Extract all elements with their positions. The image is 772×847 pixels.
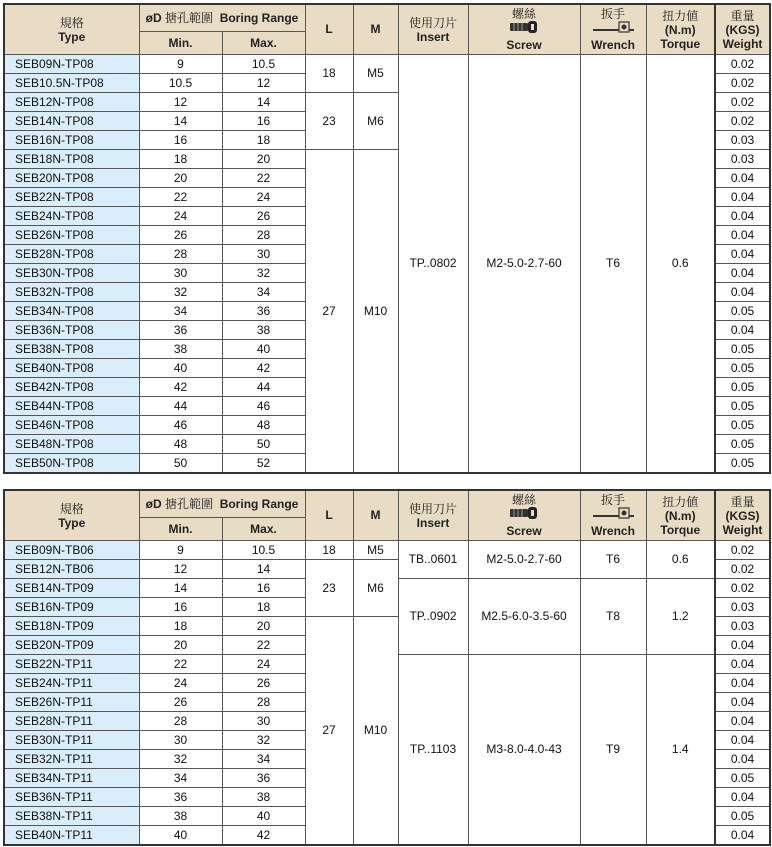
type-cell: SEB09N-TB06 xyxy=(4,541,139,560)
spec-table-tp08 xyxy=(3,3,771,474)
weight-cell: 0.04 xyxy=(715,674,770,693)
type-cell: SEB32N-TP08 xyxy=(4,283,139,302)
weight-cell: 0.02 xyxy=(715,93,770,112)
type-cell: SEB10.5N-TP08 xyxy=(4,74,139,93)
weight-cell: 0.04 xyxy=(715,655,770,674)
min-cell: 18 xyxy=(139,617,222,636)
l-cell: 27 xyxy=(305,150,353,474)
type-cell: SEB50N-TP08 xyxy=(4,454,139,474)
weight-cell: 0.05 xyxy=(715,769,770,788)
min-cell: 28 xyxy=(139,245,222,264)
type-cell: SEB20N-TP08 xyxy=(4,169,139,188)
m-cell: M5 xyxy=(353,541,398,560)
max-cell: 10.5 xyxy=(222,541,305,560)
min-cell: 40 xyxy=(139,359,222,378)
weight-cell: 0.04 xyxy=(715,826,770,846)
max-cell: 28 xyxy=(222,693,305,712)
min-cell: 12 xyxy=(139,560,222,579)
max-cell: 52 xyxy=(222,454,305,474)
min-cell: 34 xyxy=(139,302,222,321)
weight-cell: 0.03 xyxy=(715,617,770,636)
max-cell: 34 xyxy=(222,750,305,769)
type-cell: SEB30N-TP08 xyxy=(4,264,139,283)
min-cell: 32 xyxy=(139,283,222,302)
weight-cell: 0.04 xyxy=(715,750,770,769)
type-cell: SEB34N-TP08 xyxy=(4,302,139,321)
min-cell: 24 xyxy=(139,207,222,226)
type-cell: SEB24N-TP11 xyxy=(4,674,139,693)
header-insert: 使用刀片 Insert xyxy=(398,4,468,55)
max-cell: 24 xyxy=(222,188,305,207)
m-cell: M6 xyxy=(353,560,398,617)
weight-cell: 0.04 xyxy=(715,169,770,188)
m-cell: M10 xyxy=(353,150,398,474)
header-max: Max. xyxy=(222,32,305,55)
header-insert: 使用刀片 Insert xyxy=(398,490,468,541)
min-cell: 40 xyxy=(139,826,222,846)
insert-cell: TB..0601 xyxy=(398,541,468,579)
type-cell: SEB26N-TP08 xyxy=(4,226,139,245)
max-cell: 48 xyxy=(222,416,305,435)
max-cell: 22 xyxy=(222,636,305,655)
weight-cell: 0.03 xyxy=(715,598,770,617)
min-cell: 18 xyxy=(139,150,222,169)
torque-cell: 0.6 xyxy=(646,541,715,579)
screw-cell: M2-5.0-2.7-60 xyxy=(468,55,580,474)
min-cell: 48 xyxy=(139,435,222,454)
min-cell: 38 xyxy=(139,807,222,826)
torque-cell: 0.6 xyxy=(646,55,715,474)
max-cell: 34 xyxy=(222,283,305,302)
type-cell: SEB20N-TP09 xyxy=(4,636,139,655)
weight-cell: 0.02 xyxy=(715,579,770,598)
min-cell: 14 xyxy=(139,579,222,598)
type-cell: SEB40N-TP11 xyxy=(4,826,139,846)
header-boring-range: øD 搪孔範圍 Boring Range xyxy=(139,4,305,32)
weight-cell: 0.02 xyxy=(715,541,770,560)
max-cell: 28 xyxy=(222,226,305,245)
type-cell: SEB14N-TP08 xyxy=(4,112,139,131)
screw-cell: M2.5-6.0-3.5-60 xyxy=(468,579,580,655)
header-torque: 扭力値 (N.m) Torque xyxy=(646,490,715,541)
type-cell: SEB26N-TP11 xyxy=(4,693,139,712)
torque-cell: 1.2 xyxy=(646,579,715,655)
l-cell: 18 xyxy=(305,55,353,93)
min-cell: 26 xyxy=(139,226,222,245)
header-l: L xyxy=(305,4,353,55)
type-cell: SEB09N-TP08 xyxy=(4,55,139,74)
max-cell: 14 xyxy=(222,560,305,579)
min-cell: 9 xyxy=(139,55,222,74)
l-cell: 18 xyxy=(305,541,353,560)
header-screw: 螺絲 Screw xyxy=(468,4,580,55)
header-weight: 重量 (KGS) Weight xyxy=(715,4,770,55)
weight-cell: 0.04 xyxy=(715,636,770,655)
type-cell: SEB48N-TP08 xyxy=(4,435,139,454)
max-cell: 36 xyxy=(222,769,305,788)
spec-table-mixed xyxy=(3,489,771,846)
max-cell: 24 xyxy=(222,655,305,674)
type-cell: SEB16N-TP08 xyxy=(4,131,139,150)
type-cell: SEB36N-TP11 xyxy=(4,788,139,807)
weight-cell: 0.04 xyxy=(715,264,770,283)
wrench-cell: T6 xyxy=(580,55,646,474)
wrench-icon xyxy=(591,21,635,38)
header-wrench: 扳手 Wrench xyxy=(580,490,646,541)
l-cell: 27 xyxy=(305,617,353,846)
torque-cell: 1.4 xyxy=(646,655,715,846)
m-cell: M5 xyxy=(353,55,398,93)
weight-cell: 0.03 xyxy=(715,131,770,150)
weight-cell: 0.05 xyxy=(715,359,770,378)
header-type: 規格 Type xyxy=(4,4,139,55)
max-cell: 32 xyxy=(222,264,305,283)
min-cell: 36 xyxy=(139,788,222,807)
max-cell: 42 xyxy=(222,826,305,846)
type-cell: SEB28N-TP11 xyxy=(4,712,139,731)
insert-cell: TP..1103 xyxy=(398,655,468,846)
min-cell: 30 xyxy=(139,264,222,283)
type-cell: SEB14N-TP09 xyxy=(4,579,139,598)
min-cell: 20 xyxy=(139,169,222,188)
screw-cell: M3-8.0-4.0-43 xyxy=(468,655,580,846)
max-cell: 26 xyxy=(222,674,305,693)
weight-cell: 0.04 xyxy=(715,245,770,264)
weight-cell: 0.02 xyxy=(715,112,770,131)
header-m: M xyxy=(353,490,398,541)
screw-icon xyxy=(509,507,539,524)
max-cell: 20 xyxy=(222,617,305,636)
max-cell: 32 xyxy=(222,731,305,750)
type-cell: SEB18N-TP08 xyxy=(4,150,139,169)
weight-cell: 0.02 xyxy=(715,560,770,579)
weight-cell: 0.05 xyxy=(715,435,770,454)
min-cell: 34 xyxy=(139,769,222,788)
max-cell: 16 xyxy=(222,112,305,131)
max-cell: 50 xyxy=(222,435,305,454)
min-cell: 9 xyxy=(139,541,222,560)
type-cell: SEB30N-TP11 xyxy=(4,731,139,750)
type-cell: SEB34N-TP11 xyxy=(4,769,139,788)
max-cell: 30 xyxy=(222,245,305,264)
max-cell: 20 xyxy=(222,150,305,169)
max-cell: 22 xyxy=(222,169,305,188)
weight-cell: 0.05 xyxy=(715,397,770,416)
min-cell: 16 xyxy=(139,131,222,150)
max-cell: 38 xyxy=(222,788,305,807)
max-cell: 14 xyxy=(222,93,305,112)
type-cell: SEB36N-TP08 xyxy=(4,321,139,340)
max-cell: 30 xyxy=(222,712,305,731)
header-min: Min. xyxy=(139,32,222,55)
min-cell: 22 xyxy=(139,655,222,674)
weight-cell: 0.04 xyxy=(715,188,770,207)
type-cell: SEB32N-TP11 xyxy=(4,750,139,769)
max-cell: 40 xyxy=(222,340,305,359)
wrench-cell: T6 xyxy=(580,541,646,579)
weight-cell: 0.02 xyxy=(715,55,770,74)
insert-cell: TP..0802 xyxy=(398,55,468,474)
min-cell: 14 xyxy=(139,112,222,131)
type-cell: SEB12N-TB06 xyxy=(4,560,139,579)
min-cell: 46 xyxy=(139,416,222,435)
type-cell: SEB46N-TP08 xyxy=(4,416,139,435)
min-cell: 36 xyxy=(139,321,222,340)
max-cell: 10.5 xyxy=(222,55,305,74)
table-row xyxy=(4,541,770,560)
screw-cell: M2-5.0-2.7-60 xyxy=(468,541,580,579)
m-cell: M6 xyxy=(353,93,398,150)
insert-cell: TP..0902 xyxy=(398,579,468,655)
type-cell: SEB22N-TP08 xyxy=(4,188,139,207)
weight-cell: 0.02 xyxy=(715,74,770,93)
max-cell: 26 xyxy=(222,207,305,226)
header-screw: 螺絲 Screw xyxy=(468,490,580,541)
max-cell: 16 xyxy=(222,579,305,598)
min-cell: 30 xyxy=(139,731,222,750)
min-cell: 38 xyxy=(139,340,222,359)
min-cell: 32 xyxy=(139,750,222,769)
wrench-cell: T9 xyxy=(580,655,646,846)
min-cell: 20 xyxy=(139,636,222,655)
header-torque: 扭力値 (N.m) Torque xyxy=(646,4,715,55)
min-cell: 50 xyxy=(139,454,222,474)
type-cell: SEB44N-TP08 xyxy=(4,397,139,416)
screw-icon xyxy=(509,21,539,38)
min-cell: 44 xyxy=(139,397,222,416)
type-cell: SEB16N-TP09 xyxy=(4,598,139,617)
weight-cell: 0.05 xyxy=(715,416,770,435)
min-cell: 16 xyxy=(139,598,222,617)
weight-cell: 0.04 xyxy=(715,788,770,807)
weight-cell: 0.05 xyxy=(715,302,770,321)
header-weight: 重量 (KGS) Weight xyxy=(715,490,770,541)
type-cell: SEB38N-TP11 xyxy=(4,807,139,826)
max-cell: 38 xyxy=(222,321,305,340)
max-cell: 18 xyxy=(222,598,305,617)
weight-cell: 0.05 xyxy=(715,807,770,826)
header-boring-range: øD 搪孔範圍 Boring Range xyxy=(139,490,305,518)
type-cell: SEB28N-TP08 xyxy=(4,245,139,264)
weight-cell: 0.05 xyxy=(715,340,770,359)
m-cell: M10 xyxy=(353,617,398,846)
header-type: 規格 Type xyxy=(4,490,139,541)
weight-cell: 0.04 xyxy=(715,226,770,245)
wrench-icon xyxy=(591,507,635,524)
l-cell: 23 xyxy=(305,560,353,617)
table-row xyxy=(4,55,770,74)
min-cell: 12 xyxy=(139,93,222,112)
header-l: L xyxy=(305,490,353,541)
type-cell: SEB18N-TP09 xyxy=(4,617,139,636)
type-cell: SEB42N-TP08 xyxy=(4,378,139,397)
header-wrench: 扳手 Wrench xyxy=(580,4,646,55)
weight-cell: 0.04 xyxy=(715,712,770,731)
max-cell: 46 xyxy=(222,397,305,416)
type-cell: SEB22N-TP11 xyxy=(4,655,139,674)
max-cell: 40 xyxy=(222,807,305,826)
l-cell: 23 xyxy=(305,93,353,150)
weight-cell: 0.05 xyxy=(715,454,770,474)
header-max: Max. xyxy=(222,518,305,541)
weight-cell: 0.05 xyxy=(715,378,770,397)
min-cell: 22 xyxy=(139,188,222,207)
max-cell: 36 xyxy=(222,302,305,321)
min-cell: 10.5 xyxy=(139,74,222,93)
header-m: M xyxy=(353,4,398,55)
max-cell: 18 xyxy=(222,131,305,150)
type-cell: SEB12N-TP08 xyxy=(4,93,139,112)
max-cell: 42 xyxy=(222,359,305,378)
weight-cell: 0.04 xyxy=(715,731,770,750)
weight-cell: 0.04 xyxy=(715,693,770,712)
weight-cell: 0.03 xyxy=(715,150,770,169)
wrench-cell: T8 xyxy=(580,579,646,655)
type-cell: SEB40N-TP08 xyxy=(4,359,139,378)
type-cell: SEB38N-TP08 xyxy=(4,340,139,359)
max-cell: 12 xyxy=(222,74,305,93)
min-cell: 28 xyxy=(139,712,222,731)
min-cell: 26 xyxy=(139,693,222,712)
weight-cell: 0.04 xyxy=(715,207,770,226)
min-cell: 42 xyxy=(139,378,222,397)
weight-cell: 0.04 xyxy=(715,283,770,302)
min-cell: 24 xyxy=(139,674,222,693)
header-min: Min. xyxy=(139,518,222,541)
weight-cell: 0.04 xyxy=(715,321,770,340)
type-cell: SEB24N-TP08 xyxy=(4,207,139,226)
max-cell: 44 xyxy=(222,378,305,397)
